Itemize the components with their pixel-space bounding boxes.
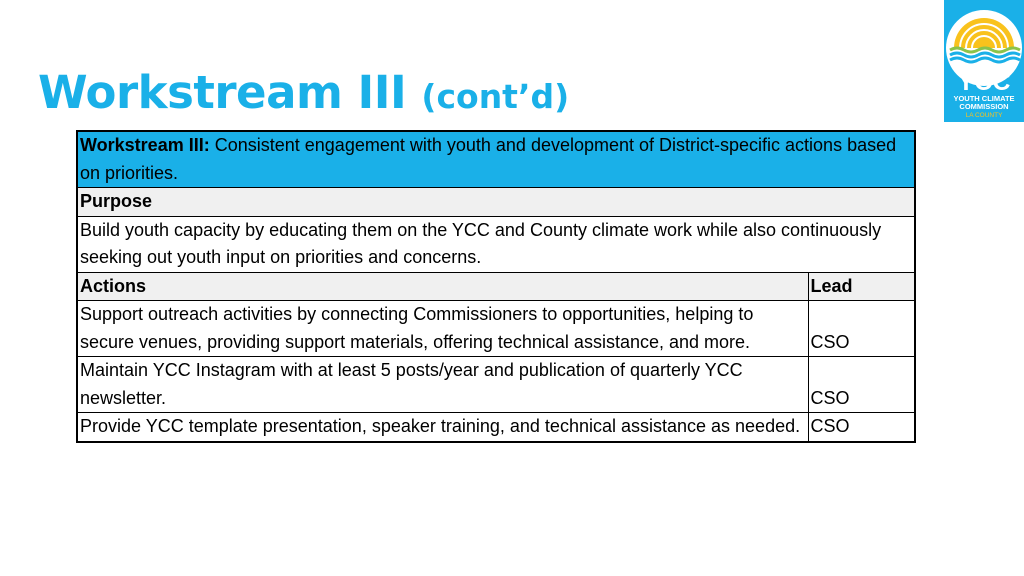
logo-line2: COMMISSION [959, 102, 1009, 111]
ycc-logo [944, 0, 1024, 122]
purpose-label: Purpose [77, 188, 915, 217]
title-sub: (cont’d) [421, 77, 570, 116]
table-row [77, 413, 915, 442]
action-cell: Support outreach activities by connecting Commissioners to opportunities, helping to secure venues, providing support materials, offering technical assistance, and more. [77, 301, 808, 357]
action-cell: Maintain YCC Instagram with at least 5 posts/year and publication of quarterly YCC newsletter. [77, 357, 808, 413]
logo-line1: YOUTH CLIMATE [953, 94, 1015, 103]
title-main: Workstream III [38, 66, 407, 119]
page-title [38, 66, 569, 119]
workstream-header [77, 131, 915, 188]
lead-label: Lead [808, 272, 915, 301]
lead-cell: CSO [808, 301, 915, 357]
lead-cell: CSO [808, 413, 915, 442]
logo-abbr: YCC [957, 68, 1011, 96]
purpose-text: Build youth capacity by educating them on the YCC and County climate work while also continuously seeking out youth input on priorities and concerns. [77, 216, 915, 272]
lead-cell: CSO [808, 357, 915, 413]
table-header-row [77, 131, 915, 188]
workstream-header-text: Consistent engagement with youth and development of District-specific actions based on priorities. [80, 135, 897, 183]
table-row [77, 301, 915, 357]
purpose-label-row [77, 188, 915, 217]
purpose-text-row [77, 216, 915, 272]
workstream-header-label: Workstream III: [80, 135, 210, 155]
table-row [77, 357, 915, 413]
logo-line3: LA COUNTY [965, 112, 1003, 119]
actions-header-row [77, 272, 915, 301]
actions-label: Actions [77, 272, 808, 301]
action-cell: Provide YCC template presentation, speaker training, and technical assistance as needed. [77, 413, 808, 442]
workstream-table [76, 130, 916, 443]
